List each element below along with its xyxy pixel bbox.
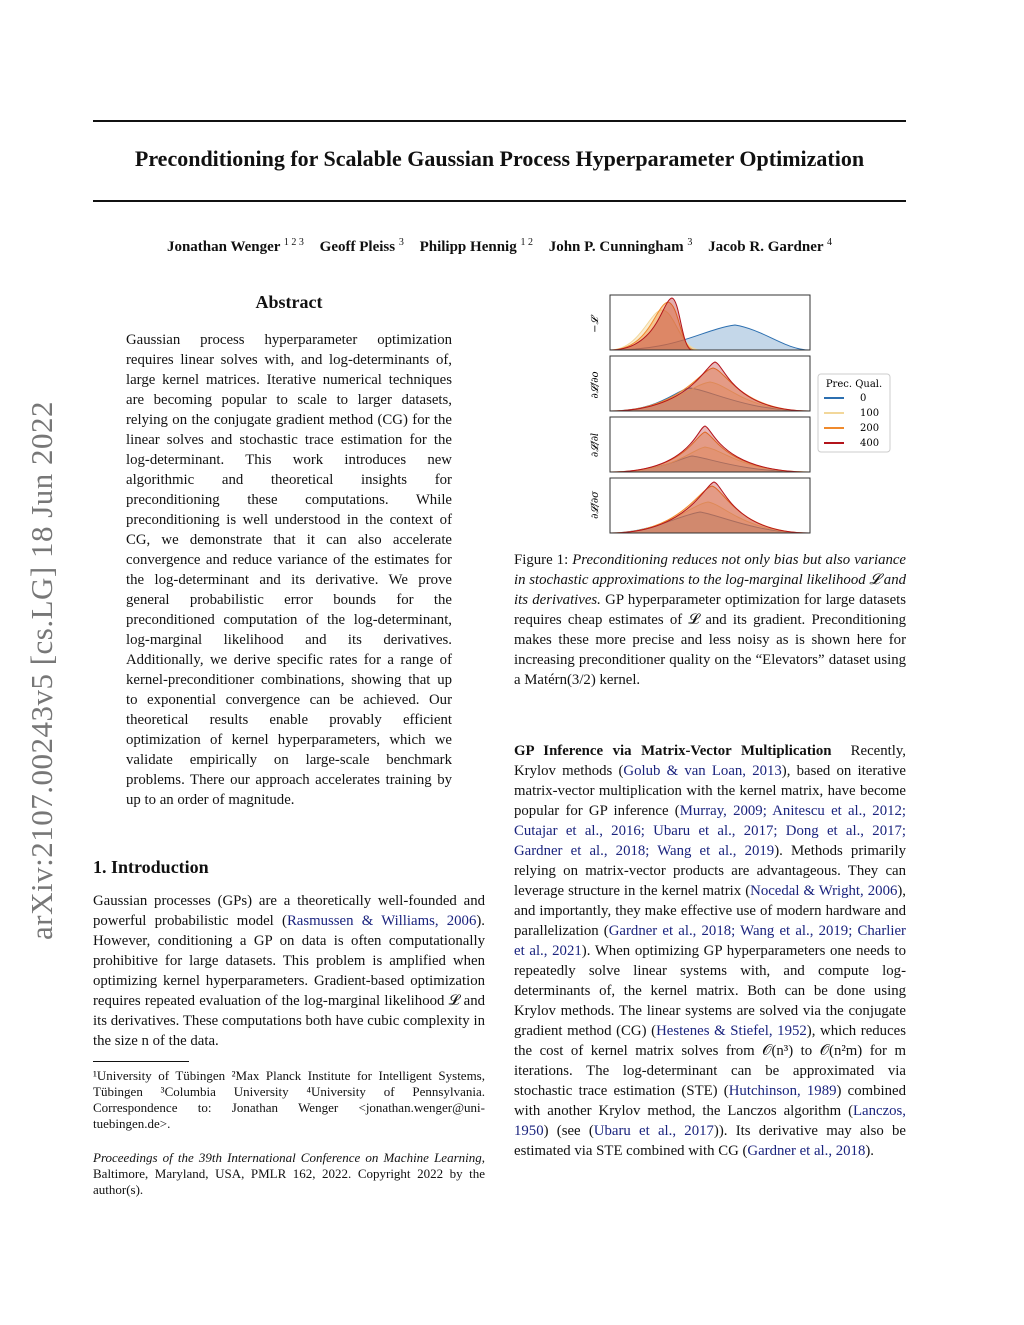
author: Jonathan Wenger $^{1 2 3}$	[166, 237, 304, 255]
citation-link[interactable]: Hutchinson, 1989	[728, 1083, 837, 1099]
citation-link[interactable]: Gardner et al., 2018; Wang et al., 2019; Charlier et al., 2021	[514, 923, 906, 959]
panel-label: ∂𝓛/∂l	[590, 432, 601, 458]
panel-label: ∂𝓛/∂o	[590, 371, 601, 399]
panel-label: −𝓛	[590, 317, 601, 333]
right-column-paragraph: GP Inference via Matrix-Vector Multiplication Recently, Krylov methods (Golub & van Loan, 2013), based on iterative matrix-vector multiplication with the kernel matrix, have become popular for GP inference (Murray, 2009; Anitescu et al., 2012; Cutajar et al., 2016; Ubaru et al., 2017; Dong et al., 2017; Gardner et al., 2018; Wang et al., 2019). Methods primarily relying on matrix-vector products are advantageous. They can leverage structure in the kernel matrix (Nocedal & Wright, 2006), and importantly, they make effective use of modern hardware and parallelization (Gardner et al., 2018; Wang et al., 2019; Charlier et al., 2021). When optimizing GP hyperparameters one needs to repeatedly solve linear systems with, and compute log-determinants of, the kernel matrix. Both can be done using Krylov methods. The linear systems are solved via the conjugate gradient method (CG) (Hestenes & Stiefel, 1952), which reduces the cost of kernel matrix solves from 𝒪(n³) to 𝒪(n²m) for m iterations. The log-determinant can be approximated via stochastic trace estimation (STE) (Hutchinson, 1989) combined with another Krylov method, the Lanczos algorithm (Lanczos, 1950) (see (Ubaru et al., 2017)). Its derivative may also be estimated via STE combined with CG (Gardner et al., 2018).	[514, 743, 907, 1159]
citation-link[interactable]: Hestenes & Stiefel, 1952	[656, 1023, 807, 1039]
citation-link[interactable]: Golub & van Loan, 2013	[623, 763, 782, 779]
affiliation-footnote: ¹University of Tübingen ²Max Planck Institute for Intelligent Systems, Tübingen ³Columbia University ⁴University of Pennsylvania. Correspondence to: Jonathan Wenger <jonathan.wenger@uni-tuebingen.de>.	[93, 1068, 485, 1131]
author: Philipp Hennig $^{1 2}$	[419, 237, 533, 255]
author: Jacob R. Gardner $^4$	[708, 237, 833, 255]
svg-text:100: 100	[860, 408, 880, 419]
footnote-rule	[93, 1061, 189, 1062]
svg-text:0: 0	[860, 393, 867, 404]
author-list	[93, 237, 906, 256]
figure-legend	[818, 374, 890, 452]
title-rule-bottom	[93, 200, 906, 202]
arxiv-stamp: arXiv:2107.00243v5 [cs.LG] 18 Jun 2022	[24, 400, 59, 940]
title-rule-top	[93, 120, 906, 122]
citation-link[interactable]: Ubaru et al., 2017	[593, 1123, 714, 1139]
citation-link[interactable]: Gardner et al., 2018	[747, 1143, 866, 1159]
density-panel	[610, 482, 810, 533]
author: Geoff Pleiss $^3$	[319, 237, 404, 255]
density-panel	[610, 298, 810, 350]
svg-text:Prec. Qual.: Prec. Qual.	[825, 379, 883, 390]
abstract-heading: Abstract	[255, 292, 323, 312]
paper-title: Preconditioning for Scalable Gaussian Process Hyperparameter Optimization	[134, 146, 865, 171]
abstract-text: Gaussian process hyperparameter optimization requires linear solves with, and log-determinants of, large kernel matrices. Iterative numerical techniques are becoming popular to scale to larger datasets, relying on the conjugate gradient method (CG) for the linear solves and stochastic trace estimation for the log-determinant. This work introduces new algorithmic and theoretical insights for preconditioning these computations. While preconditioning is well understood in the context of CG, we demonstrate that it can also accelerate convergence and reduce variance of the estimates for the log-determinant and its derivative. We prove general probabilistic error bounds for the preconditioned computation of the log-determinant, log-marginal likelihood and its derivatives. Additionally, we derive specific rates for a range of kernel-preconditioner combinations, showing that up to exponential convergence can be achieved. Our theoretical results enable provably efficient optimization of kernel hyperparameters, which we validate empirically on large-scale benchmark problems. There our approach accelerates training by up to an order of magnitude.	[126, 332, 452, 808]
section-heading-introduction: 1. Introduction	[93, 857, 209, 877]
figure-1-caption: Figure 1: Preconditioning reduces not only bias but also variance in stochastic approximations to the log-marginal likelihood 𝓛 and its derivatives. GP hyperparameter optimization for large datasets requires cheap estimates of 𝓛 and its gradient. Preconditioning makes these more precise and less noisy as is shown here for increasing preconditioner quality on the “Elevators” dataset using a Matérn(3/2) kernel.	[514, 552, 907, 688]
proceedings-note: Proceedings of the 39th International Conference on Machine Learning, Baltimore, Maryland, USA, PMLR 162, 2022. Copyright 2022 by the author(s).	[93, 1150, 485, 1197]
density-panel	[610, 362, 810, 411]
svg-text:400: 400	[860, 438, 880, 449]
citation-link[interactable]: Murray, 2009; Anitescu et al., 2012; Cutajar et al., 2016; Ubaru et al., 2017; Dong et al., 2017; Gardner et al., 2018; Wang et al., 2019	[514, 803, 907, 859]
citation-link[interactable]: Lanczos, 1950	[514, 1103, 906, 1139]
author: John P. Cunningham $^3$	[548, 237, 693, 255]
intro-paragraph: Gaussian processes (GPs) are a theoretically well-founded and powerful probabilistic model (Rasmussen & Williams, 2006). However, conditioning a GP on data is often computationally prohibitive for large datasets. This problem is amplified when optimizing kernel hyperparameters. Gradient-based optimization requires repeated evaluation of the log-marginal likelihood 𝓛 and its derivatives. These computations both have cubic complexity in the size n of the data.	[93, 893, 485, 1049]
density-panel	[610, 426, 810, 472]
figure-1-density-plots	[580, 290, 900, 540]
svg-text:200: 200	[860, 423, 880, 434]
citation-link[interactable]: Nocedal & Wright, 2006	[750, 883, 898, 899]
citation-link[interactable]: Rasmussen & Williams, 2006	[286, 913, 477, 929]
paragraph-heading: GP Inference via Matrix-Vector Multiplication	[514, 743, 832, 759]
panel-label: ∂𝓛/∂σ	[590, 491, 601, 519]
